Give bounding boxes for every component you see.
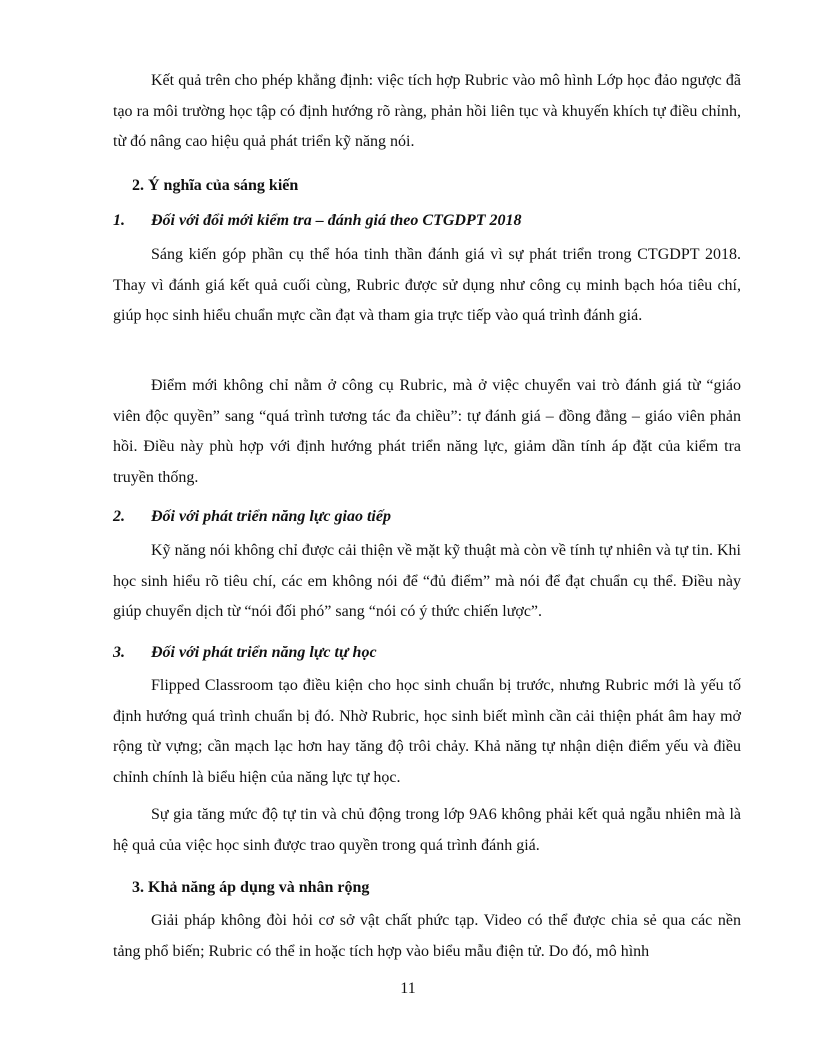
subsection-number: 3. [113, 644, 125, 661]
subsection-title: Đối với phát triển năng lực tự học [151, 644, 377, 661]
paragraph-applicability: Giải pháp không đòi hỏi cơ sở vật chất phức tạp. Video có thể được chia sẻ qua các nền tảng phổ biến; Rubric có thể in hoặc tích hợp vào biểu mẫu điện tử. Do đó, mô hình [113, 912, 741, 960]
subsection-number: 1. [113, 212, 125, 229]
section-heading-significance: 2. Ý nghĩa của sáng kiến [132, 177, 299, 194]
subsection-title: Đối với đổi mới kiểm tra – đánh giá theo CTGDPT 2018 [151, 212, 522, 229]
paragraph-self-learning-2: Sự gia tăng mức độ tự tin và chủ động trong lớp 9A6 không phải kết quả ngẫu nhiên mà là hệ quả của việc học sinh được trao quyền trong quá trình đánh giá. [113, 806, 741, 854]
subsection-heading-assessment [113, 210, 522, 232]
paragraph-communication: Kỹ năng nói không chỉ được cải thiện về mặt kỹ thuật mà còn về tính tự nhiên và tự tin. Khi học sinh hiểu rõ tiêu chí, các em không nói để “đủ điểm” mà nói để đạt chuẩn cụ thể. Điều này giúp chuyển dịch từ “nói đối phó” sang “nói có ý thức chiến lược”. [113, 542, 741, 620]
paragraph-self-learning-1: Flipped Classroom tạo điều kiện cho học sinh chuẩn bị trước, nhưng Rubric mới là yếu tố định hướng quá trình chuẩn bị đó. Nhờ Rubric, học sinh biết mình cần cải thiện phát âm hay mở rộng từ vựng; cần mạch lạc hơn hay tăng độ trôi chảy. Khả năng tự nhận diện điểm yếu và điều chỉnh chính là biểu hiện của năng lực tự học. [113, 677, 741, 786]
subsection-number: 2. [113, 508, 125, 525]
paragraph-assessment-2: Điểm mới không chỉ nằm ở công cụ Rubric, mà ở việc chuyển vai trò đánh giá từ “giáo viên độc quyền” sang “quá trình tương tác đa chiều”: tự đánh giá – đồng đẳng – giáo viên phản hồi. Điều này phù hợp với định hướng phát triển năng lực, giảm dần tính áp đặt của kiểm tra truyền thống. [113, 377, 741, 486]
subsection-title: Đối với phát triển năng lực giao tiếp [151, 508, 391, 525]
page-number: 11 [400, 980, 416, 997]
subsection-heading-communication [113, 506, 391, 528]
paragraph-assessment-1: Sáng kiến góp phần cụ thể hóa tinh thần đánh giá vì sự phát triển trong CTGDPT 2018. Thay vì đánh giá kết quả cuối cùng, Rubric được sử dụng như công cụ minh bạch hóa tiêu chí, giúp học sinh hiểu chuẩn mực cần đạt và tham gia trực tiếp vào quá trình đánh giá. [113, 246, 741, 324]
subsection-heading-self-learning [113, 642, 377, 664]
paragraph-conclusion: Kết quả trên cho phép khẳng định: việc tích hợp Rubric vào mô hình Lớp học đảo ngược đã tạo ra môi trường học tập có định hướng rõ ràng, phản hồi liên tục và khuyến khích tự điều chỉnh, từ đó nâng cao hiệu quả phát triển kỹ năng nói. [113, 72, 741, 150]
section-heading-applicability: 3. Khả năng áp dụng và nhân rộng [132, 879, 370, 896]
